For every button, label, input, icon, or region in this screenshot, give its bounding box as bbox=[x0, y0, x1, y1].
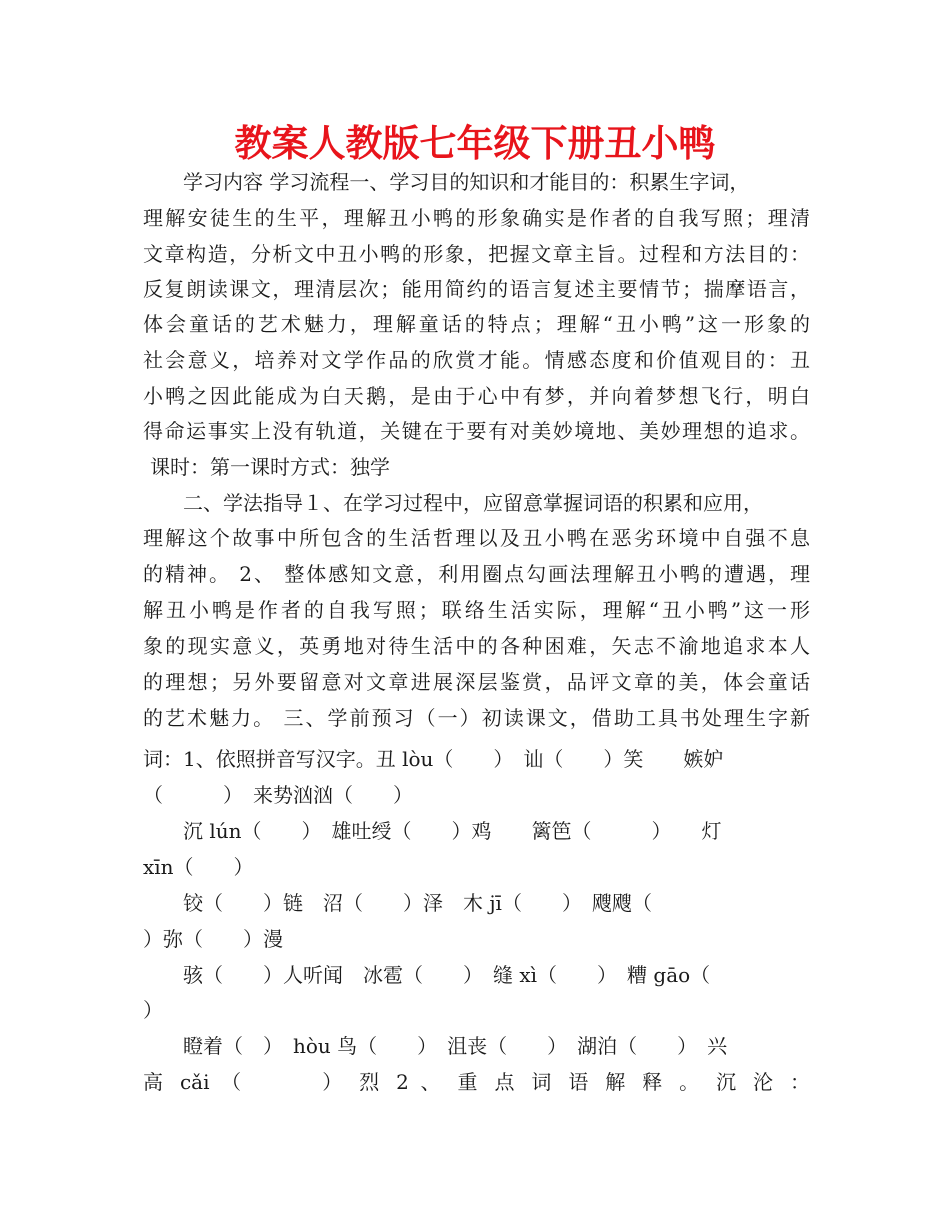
body-line: 词：1、依照拼音写汉字。丑 lòu（ ） 讪（ ）笑 嫉妒 bbox=[143, 747, 724, 771]
document-title: 教案人教版七年级下册丑小鸭 bbox=[234, 122, 716, 165]
body-line: ）弥（ ）漫 bbox=[143, 927, 283, 951]
body-line: 文章构造，分析文中丑小鸭的形象，把握文章主旨。过程和方法目的： bbox=[143, 242, 810, 266]
body-line: 高 cǎi （ ） 烈 2 、 重 点 词 语 解 释 。 沉 沦 ： bbox=[143, 1070, 810, 1094]
body-line: 的艺术魅力。 三、学前预习（一）初读课文，借助工具书处理生字新 bbox=[143, 706, 810, 730]
body-line: 解丑小鸭是作者的自我写照；联络生活实际，理解“丑小鸭”这一形 bbox=[143, 598, 810, 622]
body-line: xīn（ ） bbox=[143, 855, 254, 879]
body-line: 理解这个故事中所包含的生活哲理以及丑小鸭在恶劣环境中自强不息 bbox=[143, 526, 810, 550]
body-line: 的精神。 2、 整体感知文意，利用圈点勾画法理解丑小鸭的遭遇，理 bbox=[143, 562, 810, 586]
body-line: 的理想；另外要留意对文章进展深层鉴赏，品评文章的美，体会童话 bbox=[143, 670, 810, 694]
body-line: 瞪着（ ） hòu 鸟（ ） 沮丧（ ） 湖泊（ ） 兴 bbox=[183, 1034, 728, 1058]
body-line: 二、学法指导１、在学习过程中，应留意掌握词语的积累和应用， bbox=[183, 491, 763, 515]
body-line: 骇（ ）人听闻 冰雹（ ） 缝 xì（ ） 糟 gāo（ bbox=[183, 963, 711, 987]
body-line: 铰（ ）链 沼（ ）泽 木 jī（ ） 飕飕（ bbox=[183, 891, 652, 915]
body-line: 社会意义，培养对文学作品的欣赏才能。情感态度和价值观目的：丑 bbox=[143, 348, 810, 372]
body-line: 象的现实意义，英勇地对待生活中的各种困难，矢志不渝地追求本人 bbox=[143, 634, 810, 658]
body-line: 沉 lún（ ） 雄吐绶（ ）鸡 篱笆（ ） 灯 bbox=[183, 819, 722, 843]
body-line: 小鸭之因此能成为白天鹅，是由于心中有梦，并向着梦想飞行，明白 bbox=[143, 384, 810, 408]
body-line: ） bbox=[143, 998, 163, 1022]
body-line: 课时：第一课时方式：独学 bbox=[150, 455, 390, 479]
body-line: 理解安徒生的生平，理解丑小鸭的形象确实是作者的自我写照；理清 bbox=[143, 206, 810, 230]
body-line: 得命运事实上没有轨道，关键在于要有对美妙境地、美妙理想的追求。 bbox=[143, 419, 810, 443]
body-line: 反复朗读课文，理清层次；能用简约的语言复述主要情节；揣摩语言， bbox=[143, 277, 810, 301]
body-line: 学习内容 学习流程一、学习目的知识和才能目的：积累生字词， bbox=[183, 170, 750, 194]
body-line: 体会童话的艺术魅力，理解童话的特点；理解“丑小鸭”这一形象的 bbox=[143, 312, 810, 336]
body-line: （ ） 来势汹汹（ ） bbox=[143, 783, 413, 807]
